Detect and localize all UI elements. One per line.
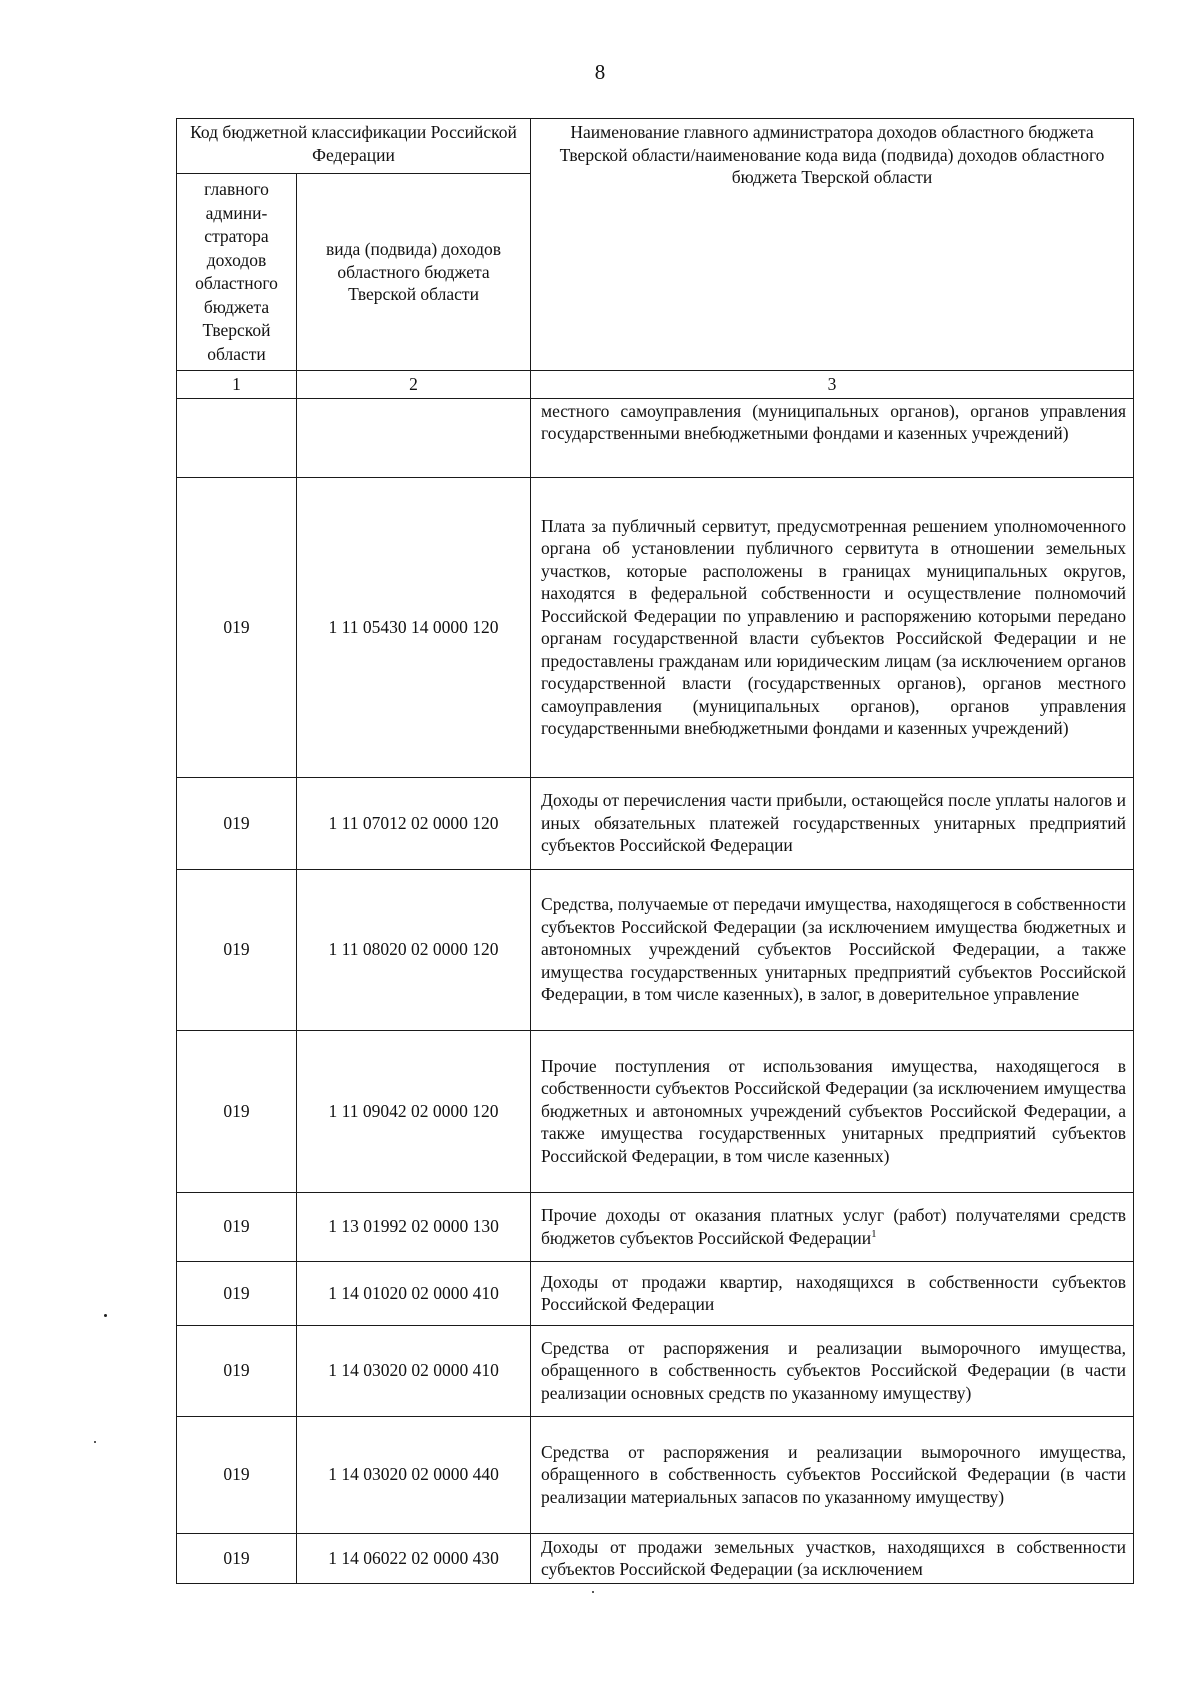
header-row-top [177,119,1134,174]
scan-speck [592,1591,594,1593]
table-row [177,869,1134,1030]
income-description-cell: Прочие поступления от использования имущества, находящегося в собственности субъектов Российской Федерации (за исключением имущества бюджетных и автономных учреждений субъектов Российской Федерации, а также имущества государственных унитарных предприятий субъектов Российской Федерации, в том числе казенных) [531,1030,1134,1192]
table-row [177,477,1134,777]
header-administrator-code: главного админи-стратора доходов областного бюджета Тверской области [177,174,297,371]
header-income-type-code: вида (подвида) доходов областного бюджета Тверской области [297,174,531,371]
table-row [177,1416,1134,1533]
page-number: 8 [594,60,606,84]
column-number: 2 [297,371,531,399]
administrator-code-cell: 019 [177,1533,297,1583]
income-description-cell: местного самоуправления (муниципальных органов), органов управления государственными внебюджетными фондами и казенных учреждений) [531,398,1134,477]
income-description-cell: Плата за публичный сервитут, предусмотренная решением уполномоченного органа об установлении публичного сервитута в отношении земельных участков, которые расположены в границах муниципальных округов, находятся в федеральной собственности и осуществление полномочий Российской Федерации по управлению и распоряжению которыми передано органам государственной власти субъектов Российской Федерации и не предоставлены гражданам или юридическим лицам (за исключением органов государственной власти (государственных органов), органов местного самоуправления (муниципальных органов), органов управления государственными внебюджетными фондами и казенных учреждений) [531,477,1134,777]
income-code-cell: 1 11 09042 02 0000 120 [297,1030,531,1192]
income-code-cell: 1 14 01020 02 0000 410 [297,1261,531,1325]
header-budget-code-group: Код бюджетной классификации Российской Федерации [177,119,531,174]
income-code-cell: 1 11 08020 02 0000 120 [297,869,531,1030]
income-code-cell: 1 14 03020 02 0000 410 [297,1325,531,1416]
income-description-cell: Доходы от продажи земельных участков, находящихся в собственности субъектов Российской Федерации (за исключением [531,1533,1134,1583]
administrator-code-cell: 019 [177,777,297,869]
table-row [177,1192,1134,1261]
column-number: 1 [177,371,297,399]
table-row [177,777,1134,869]
income-description-cell: Доходы от перечисления части прибыли, остающейся после уплаты налогов и иных обязательных платежей государственных унитарных предприятий субъектов Российской Федерации [531,777,1134,869]
administrator-code-cell [177,398,297,477]
income-description-cell: Доходы от продажи квартир, находящихся в собственности субъектов Российской Федерации [531,1261,1134,1325]
table-row [177,1533,1134,1583]
income-code-cell: 1 14 06022 02 0000 430 [297,1533,531,1583]
table-row [177,1030,1134,1192]
administrator-code-cell: 019 [177,1261,297,1325]
income-description-cell [531,1192,1134,1261]
income-code-cell: 1 14 03020 02 0000 440 [297,1416,531,1533]
income-code-cell [297,398,531,477]
column-number: 3 [531,371,1134,399]
income-description-text: Прочие доходы от оказания платных услуг (работ) получателями средств бюджетов субъектов Российской Федерации [541,1205,1127,1248]
income-description-cell: Средства от распоряжения и реализации выморочного имущества, обращенного в собственность субъектов Российской Федерации (в части реализации материальных запасов по указанному имуществу) [531,1416,1134,1533]
income-code-cell: 1 11 05430 14 0000 120 [297,477,531,777]
income-description-cell: Средства, получаемые от передачи имущества, находящегося в собственности субъектов Российской Федерации (за исключением имущества бюджетных и автономных учреждений субъектов Российской Федерации, а также имущества государственных унитарных предприятий субъектов Российской Федерации, в том числе казенных), в залог, в доверительное управление [531,869,1134,1030]
administrator-code-cell: 019 [177,1030,297,1192]
administrator-code-cell: 019 [177,1416,297,1533]
administrator-code-cell: 019 [177,869,297,1030]
income-description-cell: Средства от распоряжения и реализации выморочного имущества, обращенного в собственность субъектов Российской Федерации (в части реализации основных средств по указанному имуществу) [531,1325,1134,1416]
table-row [177,1325,1134,1416]
header-administrator-name: Наименование главного администратора доходов областного бюджета Тверской области/наименование кода вида (подвида) доходов областного бюджета Тверской области [531,119,1134,371]
scan-speck [104,1314,107,1317]
column-number-row [177,371,1134,399]
table-row [177,398,1134,477]
scan-speck [94,1441,96,1443]
footnote-marker: 1 [871,1227,877,1240]
table-row [177,1261,1134,1325]
income-code-cell: 1 13 01992 02 0000 130 [297,1192,531,1261]
budget-classification-table [176,118,1134,1584]
administrator-code-cell: 019 [177,477,297,777]
administrator-code-cell: 019 [177,1192,297,1261]
administrator-code-cell: 019 [177,1325,297,1416]
income-code-cell: 1 11 07012 02 0000 120 [297,777,531,869]
